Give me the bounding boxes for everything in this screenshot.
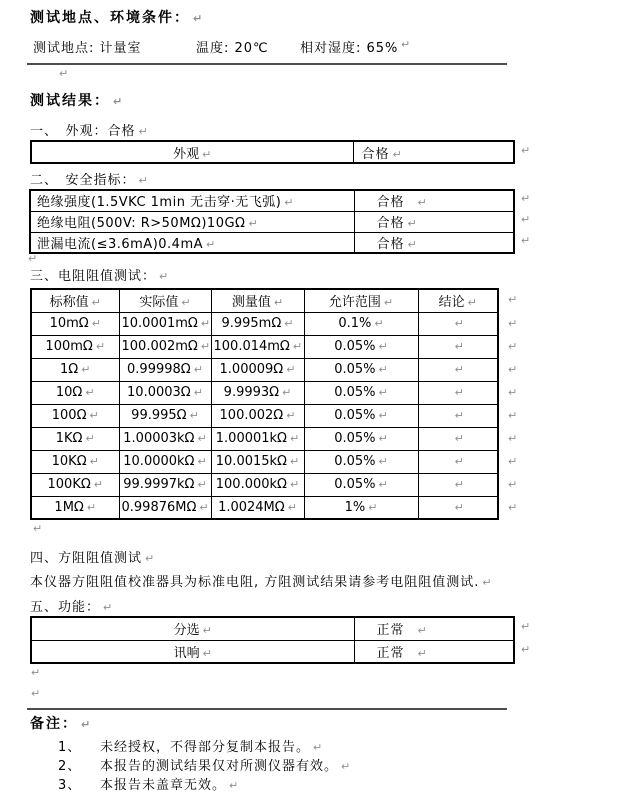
remark-number: 3、 [58,778,82,792]
nominal-value-cell [31,335,119,358]
paragraph-mark-icon: ↵ [286,363,296,376]
allowed-range: 0.05% [334,454,376,469]
paragraph-mark-icon: ↵ [508,501,518,514]
measured-value: 10.0015kΩ [215,454,287,469]
resistance-table [30,288,499,520]
table-row [30,211,514,232]
paragraph-mark-icon: ↵ [374,317,384,330]
paragraph-mark-icon: ↵ [417,646,428,660]
paragraph-mark-icon: ↵ [508,409,518,422]
function-heading [30,596,113,615]
column-header-text: 允许范围 [328,295,381,311]
allowed-range: 0.05% [334,431,376,446]
actual-value: 0.99876MΩ [121,499,197,515]
paragraph-mark-icon: ↵ [85,386,95,399]
paragraph-mark-icon: ↵ [206,237,216,251]
measured-value: 1.00001kΩ [215,431,287,446]
actual-value: 99.9997kΩ [123,477,195,492]
paragraph-mark-icon: ↵ [86,500,97,514]
paragraph-mark-icon: ↵ [378,455,388,468]
safety-item-text: 绝缘强度(1.5VKC 1min 无击穿·无飞弧) [37,195,282,211]
conclusion-cell [418,381,498,404]
paragraph-mark-icon: ↵ [286,409,296,422]
allowed-range-cell [304,358,418,381]
remarks-title-text: 备注： [30,716,78,732]
resistance-heading [30,265,169,284]
measured-value-cell [211,496,304,519]
measured-value: 100.000kΩ [215,477,287,492]
appearance-heading-text: 一、 外观：合格 [30,124,136,139]
paragraph-mark-icon: ↵ [199,500,209,514]
paragraph-mark-icon: ↵ [407,217,418,230]
paragraph-mark-icon: ↵ [341,760,352,773]
paragraph-mark-icon: ↵ [378,386,388,399]
paragraph-mark-icon: ↵ [28,252,38,265]
function-result-text: 正常 [376,623,405,639]
paragraph-mark-icon: ↵ [392,147,403,161]
temperature-value: 温度: 20℃ [196,41,269,56]
nominal-value-cell [31,473,119,496]
paragraph-mark-icon: ↵ [197,478,207,491]
measured-value: 9.9993Ω [223,385,280,400]
actual-value: 10.0001mΩ [121,316,198,331]
paragraph-mark-icon: ↵ [467,296,477,310]
paragraph-mark-icon: ↵ [368,500,378,514]
paragraph-mark-icon: ↵ [193,363,203,376]
measured-value-cell [211,450,304,473]
paragraph-mark-icon: ↵ [383,296,394,310]
paragraph-mark-icon: ↵ [454,432,464,445]
column-header-text: 结论 [438,295,465,311]
paragraph-mark-icon: ↵ [193,386,203,399]
remark-text: 本报告的测试结果仅对所测仪器有效。 [100,759,339,774]
table-row [31,427,498,450]
remarks-divider-rule [27,708,507,710]
paragraph-mark-icon: ↵ [521,234,531,247]
table-row [31,141,514,163]
actual-value: 100.002mΩ [121,339,198,354]
paragraph-mark-icon: ↵ [59,67,69,80]
nominal-value: 1Ω [60,362,79,377]
paragraph-mark-icon: ↵ [290,478,300,491]
safety-item-text: 泄漏电流(≤3.6mA)0.4mA [37,236,203,252]
paragraph-mark-icon: ↵ [81,363,91,376]
paragraph-mark-icon: ↵ [508,340,518,353]
allowed-range-cell [304,404,418,427]
remark-number: 1、 [58,740,82,755]
paragraph-mark-icon: ↵ [313,741,324,754]
paragraph-mark-icon: ↵ [85,432,95,445]
paragraph-mark-icon: ↵ [521,213,531,226]
column-header [119,289,211,312]
safety-result-cell [354,232,514,253]
nominal-value: 100Ω [51,408,87,423]
paragraph-mark-icon: ↵ [401,38,411,51]
test-location-value: 测试地点: 计量室 [33,41,142,56]
measured-value-cell [211,381,304,404]
paragraph-mark-icon: ↵ [273,296,284,310]
measured-value-cell [211,312,304,335]
measured-value-cell [211,404,304,427]
column-header [31,289,119,312]
conclusion-cell [418,335,498,358]
allowed-range: 1% [344,499,366,515]
paragraph-mark-icon: ↵ [482,576,493,589]
actual-value-cell [119,427,211,450]
paragraph-mark-icon: ↵ [454,317,464,330]
allowed-range: 0.05% [334,385,376,400]
table-row [31,450,498,473]
remark-number: 2、 [58,759,82,774]
safety-result-text: 合格 [376,216,405,231]
table-row [31,617,514,640]
allowed-range: 0.05% [334,408,376,423]
paragraph-mark-icon: ↵ [202,646,212,660]
function-item-text: 讯响 [173,645,200,661]
paragraph-mark-icon: ↵ [93,478,103,491]
paragraph-mark-icon: ↵ [287,500,297,514]
paragraph-mark-icon: ↵ [284,196,295,210]
allowed-range: 0.05% [334,477,376,492]
nominal-value-cell [31,381,119,404]
appearance-item-text: 外观 [173,146,200,162]
measured-value-cell [211,427,304,450]
results-title-text: 测试结果： [30,93,110,109]
paragraph-mark-icon: ↵ [138,125,149,138]
paragraph-mark-icon: ↵ [378,340,388,353]
paragraph-mark-icon: ↵ [454,340,464,353]
column-header-text: 测量值 [231,295,271,311]
nominal-value-cell [31,450,119,473]
paragraph-mark-icon: ↵ [103,601,114,614]
table-row [31,312,498,335]
column-header-text: 实际值 [139,295,179,311]
paragraph-mark-icon: ↵ [417,196,428,210]
nominal-value: 10mΩ [49,316,89,331]
allowed-range: 0.1% [338,316,372,331]
paragraph-mark-icon: ↵ [89,409,99,422]
section-results-title [30,90,124,110]
table-row [31,381,498,404]
function-table [30,616,515,664]
paragraph-mark-icon: ↵ [378,409,388,422]
paragraph-mark-icon: ↵ [378,432,388,445]
paragraph-mark-icon: ↵ [113,95,125,108]
paragraph-mark-icon: ↵ [508,293,518,306]
paragraph-mark-icon: ↵ [521,620,531,633]
appearance-item-cell [31,141,353,163]
function-result-cell [354,640,514,663]
paragraph-mark-icon: ↵ [202,147,212,161]
remarks-title [30,713,92,733]
measured-value: 100.014mΩ [213,339,290,354]
actual-value-cell [119,450,211,473]
paragraph-mark-icon: ↵ [378,478,388,491]
actual-value-cell [119,404,211,427]
safety-table [29,189,515,254]
actual-value-cell [119,381,211,404]
paragraph-mark-icon: ↵ [200,340,211,353]
allowed-range-cell [304,473,418,496]
paragraph-mark-icon: ↵ [454,455,464,468]
paragraph-mark-icon: ↵ [378,363,388,376]
table-row [31,404,498,427]
function-item-text: 分选 [173,623,200,639]
paragraph-mark-icon: ↵ [508,363,518,376]
actual-value-cell [119,335,211,358]
paragraph-mark-icon: ↵ [454,363,464,376]
column-header [211,289,304,312]
actual-value-cell [119,358,211,381]
allowed-range: 0.05% [334,362,376,377]
conclusion-cell [418,473,498,496]
nominal-value-cell [31,427,119,450]
humidity-value: 相对湿度: 65% [300,41,399,56]
actual-value-cell [119,473,211,496]
allowed-range-cell [304,427,418,450]
nominal-value-cell [31,312,119,335]
paragraph-mark-icon: ↵ [282,386,292,399]
table-row [30,190,514,211]
paragraph-mark-icon: ↵ [284,317,294,330]
function-item-cell [31,617,354,640]
paragraph-mark-icon: ↵ [95,340,106,353]
safety-result-text: 合格 [376,236,405,252]
table-row [30,232,514,253]
actual-value: 10.0000kΩ [123,454,195,469]
conclusion-cell [418,312,498,335]
table-row [31,473,498,496]
measured-value-cell [211,335,304,358]
paragraph-mark-icon: ↵ [290,455,300,468]
measured-value-cell [211,473,304,496]
paragraph-mark-icon: ↵ [521,144,531,157]
paragraph-mark-icon: ↵ [521,192,531,205]
paragraph-mark-icon: ↵ [197,432,207,445]
allowed-range-cell [304,496,418,519]
actual-value: 1.00003kΩ [123,431,195,446]
measured-value: 1.0024MΩ [218,499,285,515]
paragraph-mark-icon: ↵ [81,718,93,731]
function-heading-text: 五、功能： [30,600,101,615]
measured-value: 100.002Ω [219,408,284,423]
conclusion-cell [418,496,498,519]
column-header [304,289,418,312]
safety-heading [30,169,149,188]
safety-result-text: 合格 [376,195,405,211]
paragraph-mark-icon: ↵ [31,666,41,679]
sheet-resistance-heading-text: 四、方阻阻值测试 [30,551,143,566]
environment-title-text: 测试地点、环境条件： [30,10,190,26]
paragraph-mark-icon: ↵ [454,409,464,422]
paragraph-mark-icon: ↵ [197,455,207,468]
safety-item-cell [30,232,354,253]
allowed-range-cell [304,381,418,404]
appearance-result-cell [353,141,514,163]
nominal-value: 1KΩ [55,431,83,446]
function-item-cell [31,640,354,663]
appearance-result-text: 合格 [361,146,390,162]
conclusion-cell [418,427,498,450]
paragraph-mark-icon: ↵ [292,340,303,353]
safety-item-cell [30,211,354,232]
safety-item-cell [30,190,354,211]
conclusion-cell [418,358,498,381]
paragraph-mark-icon: ↵ [229,779,240,792]
paragraph-mark-icon: ↵ [181,296,191,310]
remark-item [58,736,323,755]
conclusion-cell [418,404,498,427]
remark-text: 未经授权，不得部分复制本报告。 [100,740,311,755]
table-header-row [31,289,498,312]
paragraph-mark-icon: ↵ [508,317,518,330]
sheet-resistance-note-text: 本仪器方阻阻值校准器具为标准电阻, 方阻测试结果请参考电阻阻值测试. [30,575,480,590]
paragraph-mark-icon: ↵ [193,12,205,25]
table-row [31,335,498,358]
actual-value: 99.995Ω [131,408,187,423]
resistance-heading-text: 三、电阻阻值测试： [30,269,157,284]
nominal-value-cell [31,404,119,427]
allowed-range: 0.05% [334,339,376,354]
paragraph-mark-icon: ↵ [31,687,41,700]
paragraph-mark-icon: ↵ [508,455,518,468]
nominal-value: 10KΩ [51,454,87,469]
sheet-resistance-heading [30,547,155,566]
paragraph-mark-icon: ↵ [200,317,211,330]
appearance-heading [30,120,149,139]
paragraph-mark-icon: ↵ [89,455,99,468]
actual-value-cell [119,312,211,335]
measured-value: 1.00009Ω [219,362,284,377]
nominal-value: 100mΩ [45,339,93,354]
section-environment-title [30,7,204,27]
column-header [418,289,498,312]
allowed-range-cell [304,335,418,358]
paragraph-mark-icon: ↵ [407,237,418,251]
paragraph-mark-icon: ↵ [521,643,531,656]
actual-value: 0.99998Ω [127,362,191,377]
allowed-range-cell [304,312,418,335]
safety-result-cell [354,211,514,232]
paragraph-mark-icon: ↵ [91,296,101,310]
paragraph-mark-icon: ↵ [508,386,518,399]
actual-value-cell [119,496,211,519]
safety-result-cell [354,190,514,211]
nominal-value-cell [31,496,119,519]
table-row [31,358,498,381]
measured-value-cell [211,358,304,381]
paragraph-mark-icon: ↵ [33,522,43,535]
paragraph-mark-icon: ↵ [508,478,518,491]
nominal-value: 10Ω [55,385,83,400]
safety-item-text: 绝缘电阻(500V: R>50MΩ)10GΩ [37,216,246,231]
remark-item [58,755,351,774]
sheet-resistance-note [30,571,493,590]
function-result-cell [354,617,514,640]
paragraph-mark-icon: ↵ [290,432,300,445]
paragraph-mark-icon: ↵ [202,624,212,638]
paragraph-mark-icon: ↵ [91,317,101,330]
actual-value: 10.0003Ω [127,385,191,400]
paragraph-mark-icon: ↵ [159,270,170,283]
appearance-table [30,140,515,164]
paragraph-mark-icon: ↵ [189,409,199,422]
remark-item [58,774,239,792]
table-row [31,496,498,519]
measured-value: 9.995mΩ [221,316,282,331]
safety-heading-text: 二、 安全指标： [30,173,136,188]
conclusion-cell [418,450,498,473]
function-result-text: 正常 [376,645,405,661]
paragraph-mark-icon: ↵ [145,552,156,565]
allowed-range-cell [304,450,418,473]
paragraph-mark-icon: ↵ [508,432,518,445]
nominal-value-cell [31,358,119,381]
header-divider-rule [27,63,507,65]
paragraph-mark-icon: ↵ [454,478,464,491]
remark-text: 本报告未盖章无效。 [100,778,227,792]
table-row [31,640,514,663]
nominal-value: 100KΩ [47,477,91,492]
paragraph-mark-icon: ↵ [248,217,259,230]
paragraph-mark-icon: ↵ [454,386,464,399]
paragraph-mark-icon: ↵ [454,500,464,514]
paragraph-mark-icon: ↵ [138,174,149,187]
nominal-value: 1MΩ [54,499,84,515]
paragraph-mark-icon: ↵ [417,624,428,638]
column-header-text: 标称值 [49,295,89,311]
